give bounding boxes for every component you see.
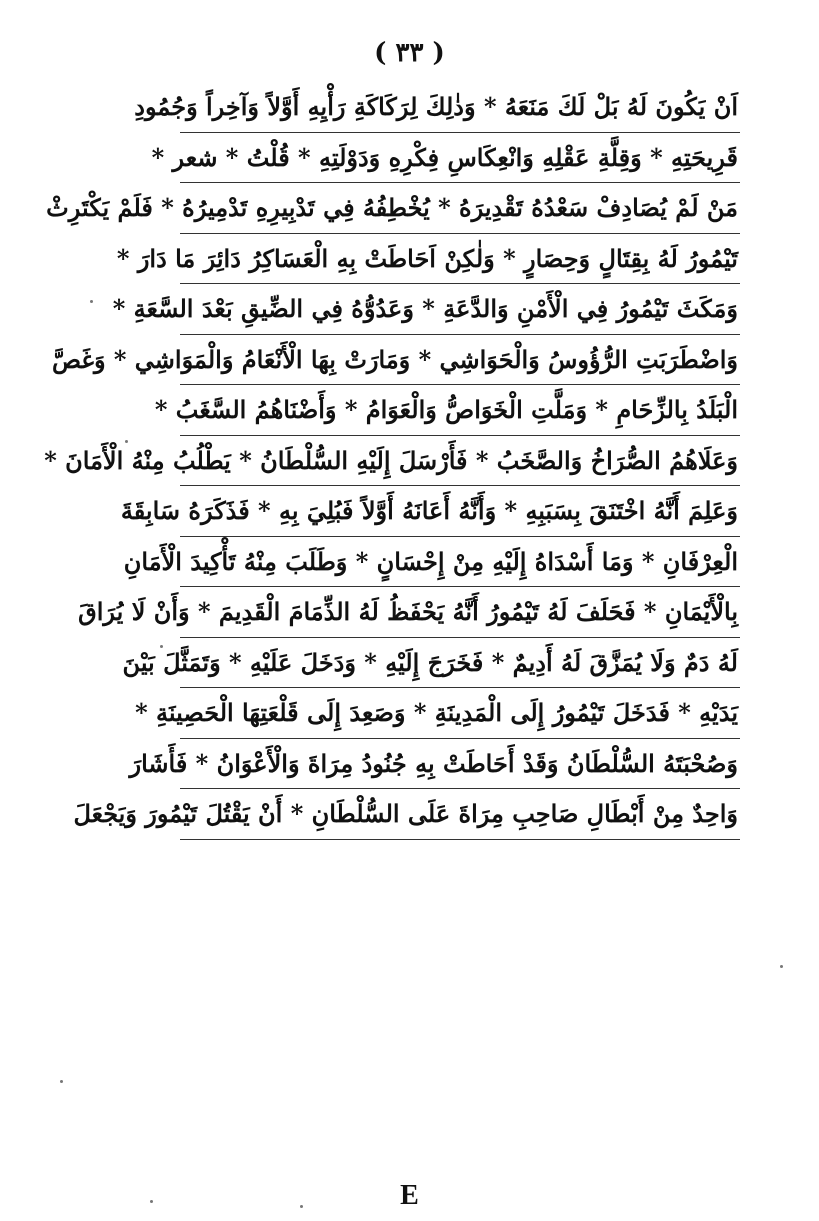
signature-mark: E [400, 1180, 419, 1211]
text-line: وَعَلَاهُمُ الصُّرَاخُ وَالصَّخَبُ * فَأَرْسَلَ إِلَيْهِ السُّلْطَانُ * يَطْلُبُ مِنْهُ الْأَمَانَ * [180, 436, 740, 487]
paper-speck [125, 440, 128, 443]
text-line: يَدَيْهِ * فَدَخَلَ تَيْمُورُ إِلَى الْمَدِينَةِ * وَصَعِدَ إِلَى قَلْعَتِهَا الْحَصِينَةِ * [180, 688, 740, 739]
paper-speck [160, 645, 163, 648]
page-number: ( ٣٣ ) [374, 38, 445, 68]
paper-speck [780, 965, 783, 968]
text-line: وَاضْطَرَبَتِ الرُّؤُوسُ وَالْحَوَاشِي * وَمَارَتْ بِهَا الْأَنْعَامُ وَالْمَوَاشِي * وَغَصَّ [180, 335, 740, 386]
text-line: اَنْ يَكُونَ لَهُ بَلْ لَكَ مَنَعَهُ * وَذٰلِكَ لِرَكَاكَةِ رَأْيِهِ أَوَّلاً وَآخِراً وَجُمُودِ [180, 82, 740, 133]
text-line: مَنْ لَمْ يُصَادِفْ سَعْدُهُ تَقْدِيرَهُ * يُخْطِفُهُ فِي تَدْبِيرِهِ تَدْمِيرُهُ * فَلَمْ يَكْتَرِثْ [180, 183, 740, 234]
text-line: وَصُحْبَتَهُ السُّلْطَانُ وَقَدْ أَحَاطَتْ بِهِ جُنُودُ مِرَاةَ وَالْأَعْوَانُ * فَأَشَارَ [180, 739, 740, 790]
text-line: تَيْمُورُ لَهُ بِقِتَالٍ وَحِصَارٍ * وَلٰكِنْ اَحَاطَتْ بِهِ الْعَسَاكِرُ دَائِرَ مَا دَارَ * [180, 234, 740, 285]
arabic-text-block [44, 82, 740, 840]
paper-speck [300, 1205, 303, 1208]
text-line: وَعَلِمَ أَنَّهُ اخْتَنَقَ بِسَبَبِهِ * وَأَنَّهُ أَعَانَهُ أَوَّلاً فَبُلِيَ بِهِ * فَذَكَرَهُ سَابِقَةَ [180, 486, 740, 537]
text-line: وَاحِدٌ مِنْ أَبْطَالِ صَاحِبِ مِرَاةَ عَلَى السُّلْطَانِ * أَنْ يَقْتُلَ تَيْمُورَ وَيَجْعَلَ [180, 789, 740, 840]
text-line: قَرِيحَتِهِ * وَقِلَّةِ عَقْلِهِ وَانْعِكَاسِ فِكْرِهِ وَدَوْلَتِهِ * قُلْتُ * شعر * [180, 133, 740, 184]
text-line: الْعِرْفَانِ * وَمَا أَسْدَاهُ إِلَيْهِ مِنْ إِحْسَانٍ * وَطَلَبَ مِنْهُ تَأْكِيدَ الْأَمَانِ [180, 537, 740, 588]
text-line: الْبَلَدُ بِالزِّحَامِ * وَمَلَّتِ الْخَوَاصُّ وَالْعَوَامُ * وَأَضْنَاهُمُ السَّغَبُ * [180, 385, 740, 436]
text-line: بِالْأَيْمَانِ * فَحَلَفَ لَهُ تَيْمُورُ أَنَّهُ يَحْفَظُ لَهُ الذِّمَامَ الْقَدِيمَ * وَأَنْ لَا يُرَاقَ [180, 587, 740, 638]
paper-speck [150, 1200, 153, 1203]
paper-speck [60, 1080, 63, 1083]
text-line: لَهُ دَمٌ وَلَا يُمَزَّقَ لَهُ أَدِيمٌ * فَخَرَجَ إِلَيْهِ * وَدَخَلَ عَلَيْهِ * وَتَمَثَّلَ بَيْنَ [180, 638, 740, 689]
text-line: وَمَكَثَ تَيْمُورُ فِي الْأَمْنِ وَالدَّعَةِ * وَعَدُوُّهُ فِي الضِّيقِ بَعْدَ السَّعَةِ * [180, 284, 740, 335]
paper-speck [90, 300, 93, 303]
